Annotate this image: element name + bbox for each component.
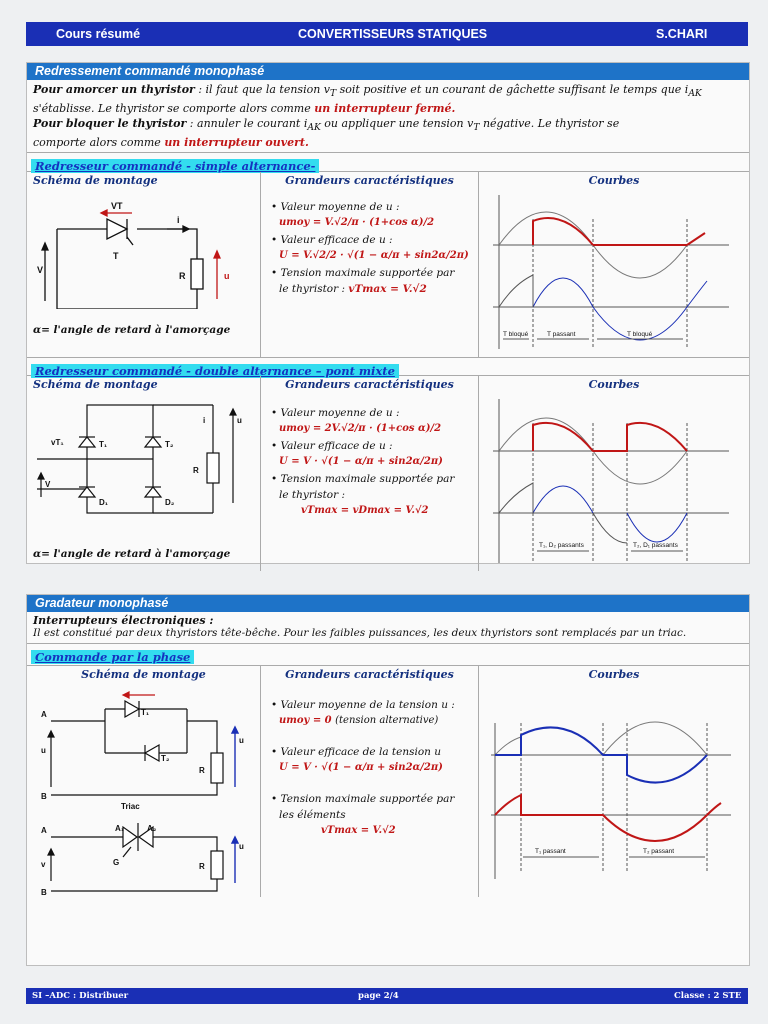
- vmax-formula: vTmax = V.√2: [348, 283, 427, 296]
- gradateur-title: Gradateur monophasé: [27, 595, 749, 612]
- simple-circuit-diagram: [27, 189, 259, 309]
- svg-text:vT₁: vT₁: [51, 438, 64, 448]
- svg-text:D₂: D₂: [165, 498, 175, 508]
- mean-label: • Valeur moyenne de u :: [271, 201, 400, 214]
- vmax-label2: les éléments: [279, 809, 346, 821]
- bloquer-label: Pour bloquer le thyristor: [33, 117, 187, 131]
- page-footer: [26, 988, 748, 1004]
- label-t: T: [113, 251, 119, 262]
- mean-note: (tension alternative): [335, 715, 439, 726]
- simple-grandeurs: [261, 172, 479, 357]
- col-head: Grandeurs caractéristiques: [285, 378, 454, 392]
- svg-text:u: u: [41, 746, 46, 755]
- intro-text: : il faut que la tension v: [194, 83, 331, 96]
- intro-text: ou appliquer une tension v: [320, 117, 474, 131]
- curve-label-2: T₂ passant: [643, 848, 675, 855]
- curve-label-tb2: T bloqué: [627, 331, 653, 339]
- mean-label: • Valeur moyenne de u :: [271, 407, 400, 420]
- rms-formula: U = V.√2/2 · √(1 − α/π + sin2α/2π): [279, 250, 469, 262]
- svg-text:u: u: [237, 416, 242, 426]
- svg-text:A₂: A₂: [147, 824, 157, 833]
- page-header: [26, 22, 748, 46]
- simple-schema: [27, 172, 261, 357]
- label-v: V: [37, 265, 44, 276]
- simple-title: Redresseur commandé - simple alternance-: [31, 159, 319, 173]
- label-vt: VT: [111, 201, 123, 212]
- double-circuit-diagram: [27, 393, 259, 523]
- alpha-note: α= l'angle de retard à l'amorçage: [33, 548, 231, 561]
- curve-label-2: T₂, D₁ passants: [633, 542, 678, 550]
- svg-text:V: V: [45, 480, 51, 490]
- amorcer-label: Pour amorcer un thyristor: [33, 83, 195, 96]
- intro-sub: AK: [307, 122, 321, 134]
- rms-label: • Valeur efficace de la tension u: [271, 746, 442, 758]
- rms-formula: U = V · √(1 − α/π + sin2α/2π): [279, 456, 443, 468]
- header-center: CONVERTISSEURS STATIQUES: [298, 27, 488, 41]
- intro-text: comporte alors comme: [33, 136, 165, 150]
- col-head: Schéma de montage: [33, 174, 158, 188]
- intro-text: : annuler le courant i: [186, 117, 308, 131]
- gradateur-grid: [27, 665, 749, 897]
- simple-grid: [27, 171, 749, 357]
- intro-red: un interrupteur fermé.: [314, 102, 456, 116]
- curve-label-tb: T bloqué: [503, 331, 529, 339]
- svg-text:R: R: [199, 766, 205, 775]
- double-grid: [27, 375, 749, 571]
- gradateur-block: [26, 594, 750, 966]
- svg-text:T₁: T₁: [141, 708, 150, 717]
- mean-formula: umoy = V.√2/π · (1+cos α)/2: [279, 217, 435, 229]
- svg-text:B: B: [41, 888, 47, 895]
- col-head: Courbes: [588, 668, 640, 681]
- intro-sub: AK: [688, 88, 702, 100]
- label-i: i: [177, 215, 180, 226]
- gradateur-schema: [27, 666, 261, 897]
- intro-sub: T: [473, 122, 480, 134]
- mean-formula: umoy = 0: [279, 715, 332, 726]
- curve-label-1: T₁ passant: [535, 848, 566, 855]
- svg-text:G: G: [113, 858, 120, 867]
- vmax-formula: vTmax = V.√2: [321, 825, 396, 836]
- svg-text:v: v: [41, 860, 46, 869]
- double-grandeurs: [261, 376, 479, 571]
- mean-label: • Valeur moyenne de la tension u :: [271, 699, 455, 711]
- vmax-label: • Tension maximale supportée par: [271, 473, 455, 486]
- svg-text:T₂: T₂: [161, 754, 170, 763]
- svg-text:T₁: T₁: [99, 440, 108, 450]
- mean-formula: umoy = 2V.√2/π · (1+cos α)/2: [279, 423, 442, 435]
- gradateur-courbes: [479, 666, 749, 897]
- curve-label-1: T₁, D₂ passants: [539, 542, 584, 550]
- svg-text:D₁: D₁: [99, 498, 109, 508]
- vmax-label2: le thyristor :: [279, 489, 346, 502]
- svg-text:B: B: [41, 792, 47, 801]
- redressement-title: Redressement commandé monophasé: [27, 63, 749, 80]
- gradateur-desc: Il est constitué par deux thyristors tête-bêche. Pour les faibles puissances, les deux thyristors sont remplacés par un triac.: [33, 627, 687, 639]
- gradateur-grandeurs: [261, 666, 479, 897]
- svg-text:i: i: [203, 416, 206, 426]
- intro-text: soit positive et un courant de gâchette suffisant le temps que i: [336, 83, 689, 96]
- svg-text:R: R: [199, 862, 205, 871]
- footer-right: Classe : 2 STE: [674, 991, 742, 1001]
- intro-text: s'établisse. Le thyristor se comporte alors comme: [33, 102, 315, 116]
- svg-text:A: A: [41, 710, 47, 719]
- gradateur-waveforms: [479, 683, 747, 895]
- gradateur-circuit-diagram: [27, 683, 259, 895]
- header-right: S.CHARI: [656, 27, 708, 41]
- header-left: Cours résumé: [56, 27, 141, 41]
- vmax-label2: le thyristor :: [279, 283, 349, 296]
- curve-label-tp: T passant: [547, 331, 576, 339]
- svg-text:A: A: [41, 826, 47, 835]
- col-head: Grandeurs caractéristiques: [285, 174, 454, 188]
- intro-red: un interrupteur ouvert.: [164, 136, 309, 150]
- simple-waveforms: [479, 189, 747, 355]
- label-r: R: [179, 271, 186, 282]
- double-schema: [27, 376, 261, 571]
- svg-text:u: u: [239, 842, 244, 851]
- alpha-note: α= l'angle de retard à l'amorçage: [33, 324, 231, 337]
- rms-formula: U = V · √(1 − α/π + sin2α/2π): [279, 762, 443, 773]
- double-waveforms: [479, 393, 747, 569]
- svg-text:u: u: [239, 736, 244, 745]
- svg-text:A₁: A₁: [115, 824, 125, 833]
- col-head: Schéma de montage: [33, 378, 158, 392]
- label-u: u: [224, 271, 230, 282]
- svg-text:T₂: T₂: [165, 440, 174, 450]
- intro-text: négative. Le thyristor se: [479, 117, 620, 131]
- commande-title: Commande par la phase: [31, 650, 194, 664]
- col-head: Courbes: [588, 378, 640, 392]
- triac-label: Triac: [121, 802, 140, 811]
- col-head: Schéma de montage: [81, 668, 206, 681]
- vmax-label: • Tension maximale supportée par: [271, 267, 455, 280]
- rms-label: • Valeur efficace de u :: [271, 440, 393, 453]
- svg-text:R: R: [193, 466, 199, 476]
- gradateur-sub: Interrupteurs électroniques :: [33, 614, 214, 627]
- col-head: Grandeurs caractéristiques: [285, 668, 454, 681]
- footer-left: SI –ADC : Distribuer: [32, 991, 129, 1001]
- vmax-formula: vTmax = vDmax = V.√2: [301, 505, 429, 517]
- simple-courbes: [479, 172, 749, 357]
- vmax-label: • Tension maximale supportée par: [271, 793, 455, 805]
- redressement-block: [26, 62, 750, 564]
- intro-sub: T: [330, 88, 337, 100]
- rms-label: • Valeur efficace de u :: [271, 234, 393, 247]
- col-head: Courbes: [588, 174, 640, 188]
- footer-center: page 2/4: [358, 991, 399, 1001]
- double-courbes: [479, 376, 749, 571]
- double-title: Redresseur commandé - double alternance – pont mixte: [31, 364, 399, 378]
- redressement-intro: [27, 80, 749, 153]
